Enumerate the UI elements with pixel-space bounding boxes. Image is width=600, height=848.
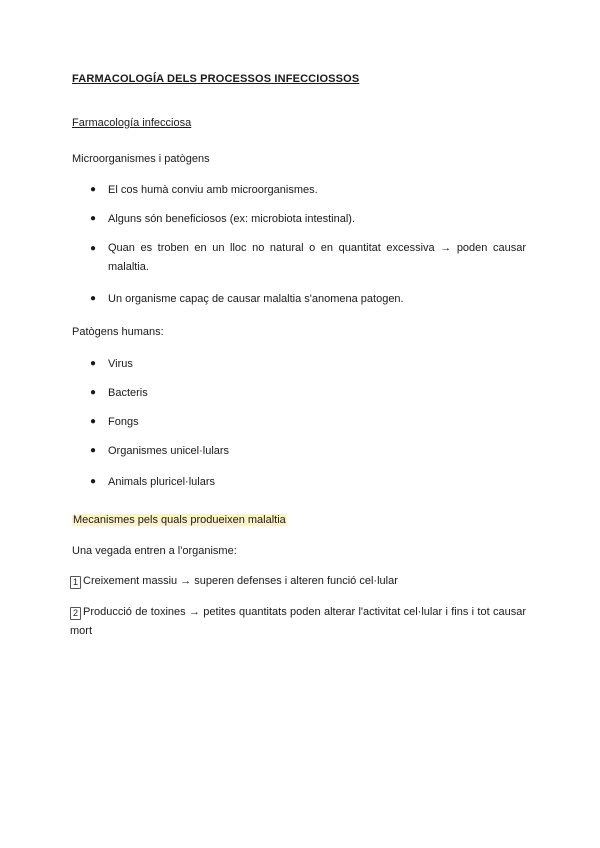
numbered-item-text: Creixement massiu → superen defenses i alteren funció cel·lular [83,575,398,587]
list-item: Virus [108,358,133,370]
bullet-marker: ● [90,416,97,427]
bullet-marker: ● [90,358,97,369]
numbered-item [70,603,526,641]
bullet-marker: ● [90,184,97,195]
section-heading-human-pathogens: Patògens humans: [72,326,164,338]
list-item: Quan es troben en un lloc no natural o en quantitat excessiva → poden causar malaltia. [108,242,526,273]
numbered-item-text: Producció de toxines → petites quantitats poden alterar l'activitat cel·lular i fins i tot causar mort [70,606,526,637]
list-item: Bacteris [108,387,148,399]
bullet-marker: ● [90,213,97,224]
list-item: Alguns són beneficiosos (ex: microbiota intestinal). [108,213,356,225]
bullet-marker: ● [90,293,97,304]
bullet-marker: ● [90,387,97,398]
list-item: Animals pluricel·lulars [108,476,215,488]
number-one-icon: 1 [70,576,81,589]
section-heading-microorganisms: Microorganismes i patògens [72,153,210,165]
list-item: Organismes unicel·lulars [108,445,230,457]
document-title: FARMACOLOGÍA DELS PROCESSOS INFECCIOSSOS [72,73,360,85]
section-heading-mechanisms [72,513,287,527]
number-two-icon: 2 [70,607,81,620]
list-item: Fongs [108,416,139,428]
list-item: El cos humà conviu amb microorganismes. [108,184,318,196]
numbered-item [70,572,526,591]
bullet-marker: ● [90,445,97,456]
bullet-marker: ● [90,243,97,254]
section-intro: Una vegada entren a l'organisme: [72,545,237,557]
highlighted-heading-text: Mecanismes pels quals produeixen malaltia [73,514,286,526]
list-item: Un organisme capaç de causar malaltia s'anomena patogen. [108,293,404,305]
bullet-marker: ● [90,476,97,487]
document-subtitle: Farmacología infecciosa [72,117,192,129]
